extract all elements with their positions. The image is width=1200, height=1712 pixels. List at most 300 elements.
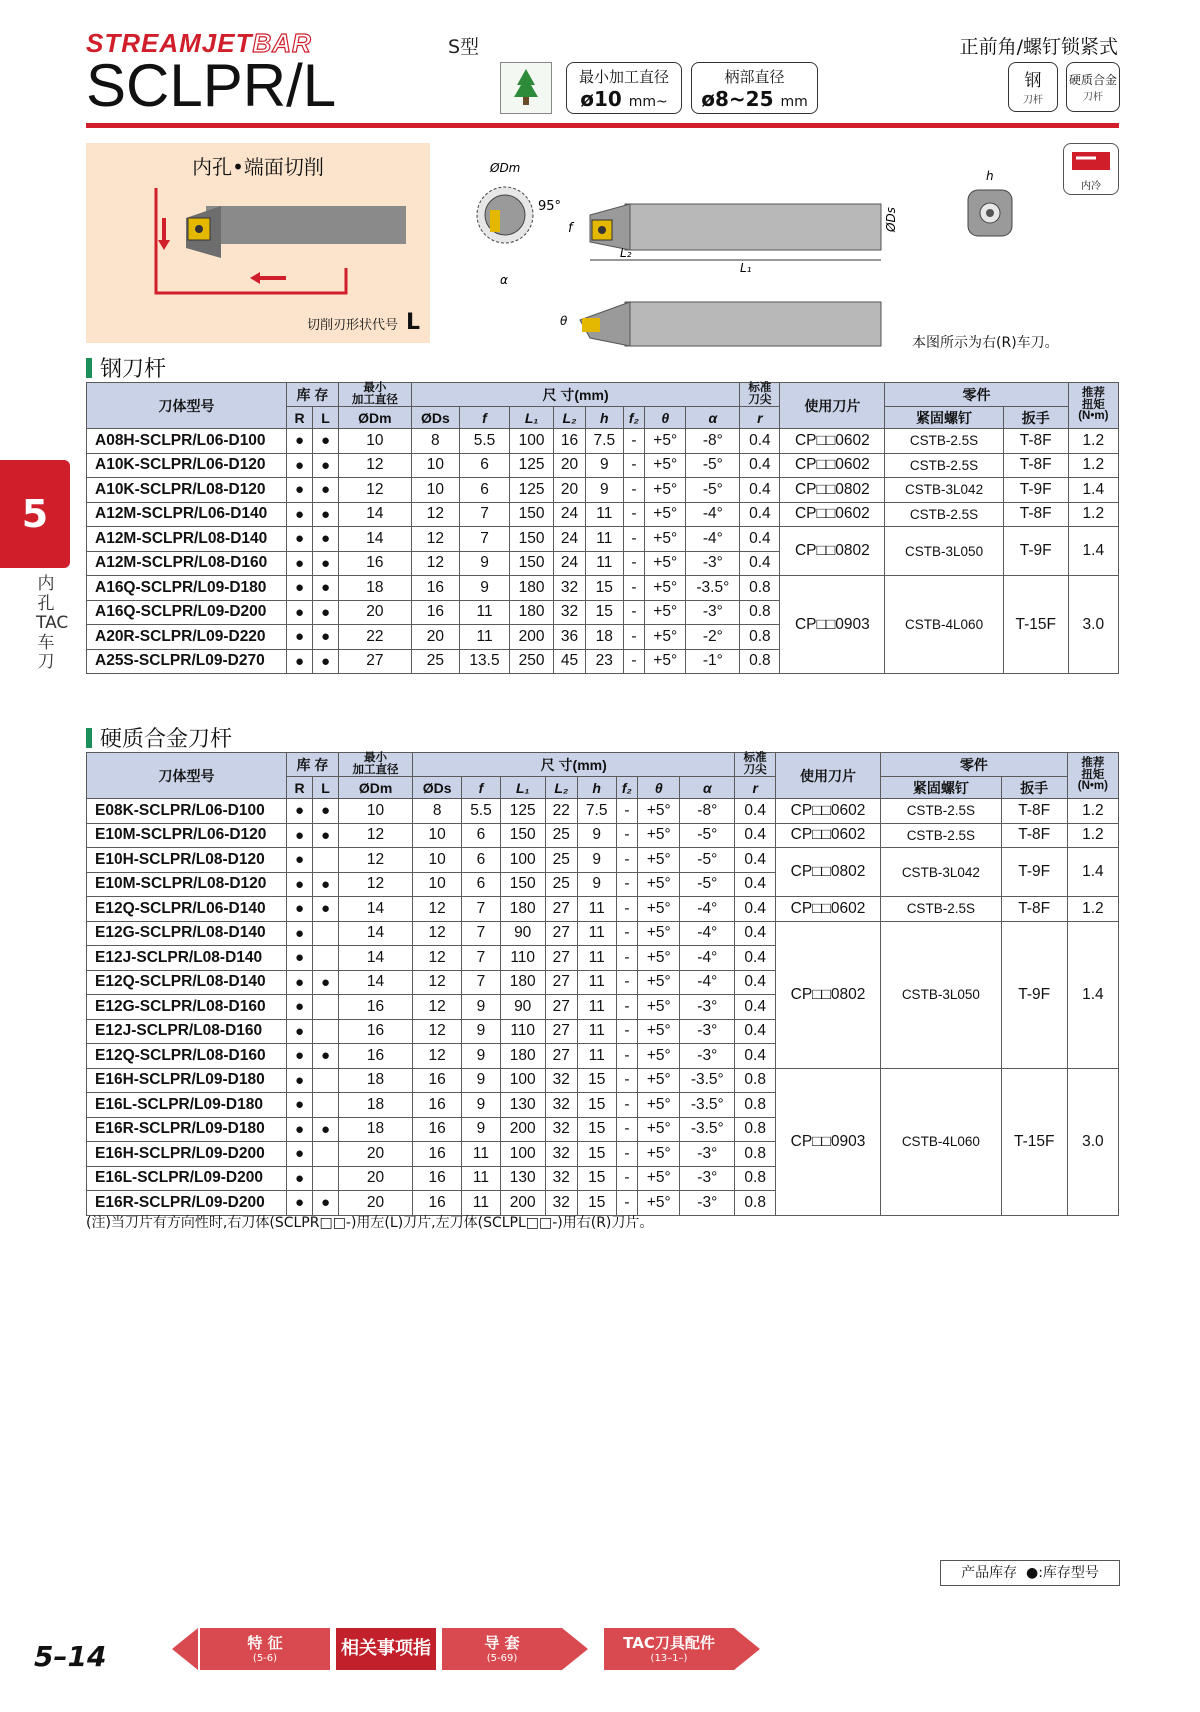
cell-l2: 27 [545, 921, 577, 946]
insert-code: CP□□0802 [776, 921, 881, 1068]
col-stock: 库 存 [287, 753, 339, 777]
cell-ds: 12 [411, 527, 459, 552]
table-row [87, 576, 1119, 601]
certification-logo [500, 62, 552, 114]
nav-guide-button[interactable]: 相关事项指南 [336, 1628, 436, 1670]
table-row [87, 1068, 1119, 1093]
screw-code: CSTB-4L060 [885, 576, 1003, 674]
stock-r: ● [287, 1044, 313, 1069]
col-dimensions: 尺 寸(mm) [411, 383, 740, 407]
stock-l: ● [313, 453, 339, 478]
stock-l [313, 1093, 339, 1118]
cell-alpha: -4° [686, 502, 740, 527]
cell-dm: 16 [339, 1019, 413, 1044]
cell-f2: - [616, 872, 638, 897]
cell-re: 0.8 [735, 1191, 776, 1216]
cell-l1: 110 [500, 1019, 545, 1044]
cell-h: 11 [585, 527, 623, 552]
nav-sleeve-button[interactable]: 导 套 (5-69) [442, 1628, 562, 1670]
cell-ds: 12 [413, 897, 462, 922]
cell-alpha: -3° [686, 600, 740, 625]
cell-alpha: -4° [686, 527, 740, 552]
cell-f2: - [616, 1142, 638, 1167]
stock-l [313, 1166, 339, 1191]
cell-f2: - [623, 429, 644, 454]
col-wrench: 扳手 [1001, 777, 1067, 799]
cell-h: 11 [577, 1044, 616, 1069]
svg-text:L₂: L₂ [620, 246, 632, 260]
cell-alpha: -3° [680, 1044, 735, 1069]
stock-r: ● [287, 551, 313, 576]
screw-code: CSTB-2.5S [885, 453, 1003, 478]
cell-re: 0.4 [735, 1044, 776, 1069]
cell-f: 11 [459, 600, 509, 625]
stock-r: ● [287, 453, 313, 478]
cell-dm: 20 [339, 600, 412, 625]
cell-f: 6 [462, 823, 501, 848]
cell-dm: 10 [339, 429, 412, 454]
stock-r: ● [287, 823, 313, 848]
cell-f: 11 [462, 1166, 501, 1191]
cell-l2: 36 [554, 625, 586, 650]
steel-table [86, 382, 1119, 674]
cell-f2: - [623, 453, 644, 478]
cell-f: 6 [459, 453, 509, 478]
cell-h: 9 [577, 823, 616, 848]
cell-h: 11 [577, 1019, 616, 1044]
screw-code: CSTB-2.5S [885, 429, 1003, 454]
cell-l1: 100 [500, 1068, 545, 1093]
col-dimensions: 尺 寸(mm) [413, 753, 735, 777]
stock-l: ● [313, 478, 339, 503]
model-code: E10M-SCLPR/L08-D120 [87, 872, 287, 897]
cell-dm: 16 [339, 551, 412, 576]
cell-theta: +5° [638, 1142, 680, 1167]
wrench-code: T-8F [1001, 799, 1067, 824]
stock-r: ● [287, 478, 313, 503]
stock-l: ● [313, 600, 339, 625]
cell-dm: 20 [339, 1191, 413, 1216]
stock-l [313, 1019, 339, 1044]
stock-l: ● [313, 527, 339, 552]
col-l1: L₁ [500, 777, 545, 799]
cell-h: 23 [585, 649, 623, 674]
cell-alpha: -8° [686, 429, 740, 454]
col-model: 刀体型号 [87, 383, 287, 429]
cell-ds: 16 [413, 1093, 462, 1118]
cell-l1: 200 [500, 1191, 545, 1216]
wrench-code: T-8F [1003, 429, 1068, 454]
col-l1: L₁ [510, 407, 554, 429]
col-ds: ØDs [413, 777, 462, 799]
cell-h: 15 [577, 1142, 616, 1167]
screw-code: CSTB-4L060 [881, 1068, 1002, 1215]
cell-theta: +5° [645, 429, 686, 454]
torque-value: 1.2 [1068, 453, 1118, 478]
model-code: E12J-SCLPR/L08-D140 [87, 946, 287, 971]
brand-logo: STREAMJETBAR [86, 28, 312, 58]
cell-f2: - [616, 946, 638, 971]
cell-ds: 12 [413, 946, 462, 971]
cell-dm: 12 [339, 823, 413, 848]
cell-theta: +5° [638, 1044, 680, 1069]
cell-ds: 12 [413, 970, 462, 995]
cell-h: 15 [585, 600, 623, 625]
cell-re: 0.4 [735, 897, 776, 922]
stock-r: ● [287, 1142, 313, 1167]
stock-r: ● [287, 921, 313, 946]
cell-dm: 12 [339, 872, 413, 897]
cell-l1: 250 [510, 649, 554, 674]
chapter-tab[interactable]: 5 [0, 460, 70, 568]
nav-features-button[interactable]: 特 征 (5-6) [200, 1628, 330, 1670]
cell-re: 0.8 [735, 1093, 776, 1118]
cell-theta: +5° [645, 649, 686, 674]
model-code: A08H-SCLPR/L06-D100 [87, 429, 287, 454]
torque-value: 1.4 [1068, 478, 1118, 503]
cell-re: 0.8 [735, 1142, 776, 1167]
cell-l2: 27 [545, 1044, 577, 1069]
model-code: E10M-SCLPR/L06-D120 [87, 823, 287, 848]
cell-alpha: -5° [680, 823, 735, 848]
cell-f2: - [616, 1117, 638, 1142]
cell-h: 7.5 [585, 429, 623, 454]
svg-text:f: f [568, 221, 573, 236]
cell-l2: 27 [545, 1019, 577, 1044]
table-note: (注)当刀片有方向性时,右刀体(SCLPR□□-)用左(L)刀片,左刀体(SCLPL□□-)用右(R)刀片。 [86, 1215, 654, 1231]
cell-ds: 12 [411, 502, 459, 527]
stock-r: ● [287, 897, 313, 922]
cell-ds: 12 [413, 921, 462, 946]
cell-f2: - [616, 848, 638, 873]
cutting-illustration [86, 143, 430, 343]
stock-r: ● [287, 970, 313, 995]
cell-alpha: -3° [680, 1019, 735, 1044]
torque-value: 1.2 [1067, 897, 1118, 922]
cell-f2: - [616, 799, 638, 824]
cell-l2: 27 [545, 995, 577, 1020]
cell-f2: - [616, 823, 638, 848]
cell-f: 6 [462, 872, 501, 897]
cell-re: 0.8 [740, 625, 780, 650]
cell-theta: +5° [638, 921, 680, 946]
col-torque: 推荐 扭矩 (N•m) [1068, 383, 1118, 429]
cell-theta: +5° [638, 1019, 680, 1044]
screw-code: CSTB-2.5S [885, 502, 1003, 527]
cell-re: 0.4 [735, 921, 776, 946]
col-f2: f₂ [623, 407, 644, 429]
stock-r: ● [287, 872, 313, 897]
cell-dm: 20 [339, 1142, 413, 1167]
cell-dm: 18 [339, 1117, 413, 1142]
cell-re: 0.4 [740, 551, 780, 576]
col-f: f [462, 777, 501, 799]
svg-text:L₁: L₁ [740, 261, 752, 275]
cell-f2: - [623, 478, 644, 503]
stock-r: ● [287, 625, 313, 650]
cell-ds: 12 [411, 551, 459, 576]
cell-ds: 10 [413, 848, 462, 873]
cell-f: 9 [462, 1093, 501, 1118]
cell-ds: 20 [411, 625, 459, 650]
boring-diagram [146, 188, 416, 298]
cell-f2: - [623, 551, 644, 576]
screw-code: CSTB-2.5S [881, 897, 1002, 922]
cell-h: 11 [577, 897, 616, 922]
cell-alpha: -3.5° [686, 576, 740, 601]
model-code: E12G-SCLPR/L08-D140 [87, 921, 287, 946]
col-dm: ØDm [339, 777, 413, 799]
cell-h: 15 [577, 1191, 616, 1216]
cell-ds: 12 [413, 1019, 462, 1044]
col-f: f [459, 407, 509, 429]
wrench-code: T-15F [1001, 1068, 1067, 1215]
cell-l2: 32 [554, 576, 586, 601]
cell-f: 6 [459, 478, 509, 503]
cell-re: 0.4 [735, 848, 776, 873]
stock-l: ● [313, 649, 339, 674]
cell-dm: 14 [339, 946, 413, 971]
col-insert: 使用刀片 [780, 383, 885, 429]
screw-code: CSTB-2.5S [881, 799, 1002, 824]
prev-arrow-icon[interactable] [172, 1628, 198, 1670]
insert-code: CP□□0602 [776, 799, 881, 824]
cell-theta: +5° [638, 897, 680, 922]
cell-alpha: -3° [680, 995, 735, 1020]
cell-theta: +5° [638, 1191, 680, 1216]
cell-l1: 150 [510, 527, 554, 552]
svg-text:θ: θ [560, 314, 568, 328]
cell-h: 7.5 [577, 799, 616, 824]
model-code: A25S-SCLPR/L09-D270 [87, 649, 287, 674]
cell-h: 9 [585, 478, 623, 503]
stock-r: ● [287, 600, 313, 625]
cell-l2: 27 [545, 946, 577, 971]
cell-theta: +5° [638, 823, 680, 848]
cell-dm: 18 [339, 1068, 413, 1093]
cell-alpha: -5° [680, 848, 735, 873]
svg-text:ØDm: ØDm [490, 161, 521, 175]
cell-l2: 24 [554, 551, 586, 576]
cell-h: 11 [577, 970, 616, 995]
cell-l1: 150 [510, 551, 554, 576]
insert-code: CP□□0903 [780, 576, 885, 674]
insert-code: CP□□0802 [776, 848, 881, 897]
col-nose-radius: 标准 刀尖 [735, 753, 776, 777]
cell-l2: 25 [545, 823, 577, 848]
cell-l1: 130 [500, 1093, 545, 1118]
clamp-type: 正前角/螺钉锁紧式 [959, 36, 1118, 58]
cell-f: 7 [462, 897, 501, 922]
col-r: R [287, 777, 313, 799]
col-parts: 零件 [881, 753, 1068, 777]
col-model: 刀体型号 [87, 753, 287, 799]
cell-dm: 14 [339, 502, 412, 527]
cell-dm: 27 [339, 649, 412, 674]
svg-text:95°: 95° [538, 199, 562, 214]
wrench-code: T-15F [1003, 576, 1068, 674]
screw-code: CSTB-3L042 [885, 478, 1003, 503]
cell-ds: 16 [413, 1191, 462, 1216]
cell-alpha: -2° [686, 625, 740, 650]
cell-dm: 14 [339, 921, 413, 946]
insert-code: CP□□0602 [780, 453, 885, 478]
cell-theta: +5° [645, 453, 686, 478]
page-number: 5–14 [34, 1640, 107, 1673]
cell-l2: 22 [545, 799, 577, 824]
col-nose-radius: 标准 刀尖 [740, 383, 780, 407]
model-code: A16Q-SCLPR/L09-D180 [87, 576, 287, 601]
cell-re: 0.4 [735, 995, 776, 1020]
cell-l1: 90 [500, 995, 545, 1020]
stock-l: ● [313, 502, 339, 527]
model-code: E12Q-SCLPR/L06-D140 [87, 897, 287, 922]
cell-alpha: -3° [680, 1166, 735, 1191]
cell-h: 11 [577, 921, 616, 946]
table-row [87, 527, 1119, 552]
cell-l1: 180 [500, 897, 545, 922]
cell-f: 9 [462, 1117, 501, 1142]
cell-ds: 16 [413, 1117, 462, 1142]
model-code: E16H-SCLPR/L09-D200 [87, 1142, 287, 1167]
cell-f: 7 [459, 527, 509, 552]
col-l2: L₂ [554, 407, 586, 429]
insert-code: CP□□0903 [776, 1068, 881, 1215]
model-code: A20R-SCLPR/L09-D220 [87, 625, 287, 650]
cell-ds: 16 [413, 1068, 462, 1093]
wrench-code: T-9F [1001, 848, 1067, 897]
cell-dm: 16 [339, 995, 413, 1020]
cell-dm: 18 [339, 576, 412, 601]
cell-alpha: -4° [680, 897, 735, 922]
coolant-icon: 内冷 [1063, 143, 1119, 195]
cell-l1: 100 [500, 848, 545, 873]
table-row [87, 921, 1119, 946]
stock-l [313, 848, 339, 873]
stock-l: ● [313, 1044, 339, 1069]
cell-theta: +5° [638, 1166, 680, 1191]
section-title-steel: 钢刀杆 [86, 352, 166, 383]
cell-l1: 180 [500, 1044, 545, 1069]
svg-text:α: α [500, 273, 508, 287]
torque-value: 1.4 [1067, 921, 1118, 1068]
cell-f2: - [623, 649, 644, 674]
cell-h: 11 [585, 502, 623, 527]
stock-l: ● [313, 429, 339, 454]
cell-re: 0.4 [735, 872, 776, 897]
cell-h: 9 [585, 453, 623, 478]
section-title-carbide: 硬质合金刀杆 [86, 722, 232, 753]
cell-f: 7 [462, 970, 501, 995]
cell-l1: 100 [500, 1142, 545, 1167]
cell-f2: - [616, 1166, 638, 1191]
cell-l1: 180 [500, 970, 545, 995]
nav-accessories-button[interactable]: TAC刀具配件 (13–1–) [604, 1628, 734, 1670]
cell-f2: - [616, 1093, 638, 1118]
stock-r: ● [287, 799, 313, 824]
wrench-code: T-8F [1001, 823, 1067, 848]
cell-f: 7 [459, 502, 509, 527]
cell-l2: 20 [554, 478, 586, 503]
cell-dm: 12 [339, 453, 412, 478]
cell-h: 15 [585, 576, 623, 601]
cell-f2: - [616, 921, 638, 946]
cell-theta: +5° [638, 1093, 680, 1118]
stock-l: ● [313, 823, 339, 848]
col-l: L [313, 407, 339, 429]
cell-re: 0.4 [740, 478, 780, 503]
stock-r: ● [287, 502, 313, 527]
screw-code: CSTB-3L050 [885, 527, 1003, 576]
cell-f: 9 [462, 995, 501, 1020]
accessories-arrow-icon[interactable] [734, 1628, 760, 1670]
stock-r: ● [287, 848, 313, 873]
cell-dm: 16 [339, 1044, 413, 1069]
cell-l2: 27 [545, 970, 577, 995]
cell-dm: 18 [339, 1093, 413, 1118]
cell-l2: 32 [545, 1166, 577, 1191]
stock-l: ● [313, 799, 339, 824]
stock-r: ● [287, 946, 313, 971]
col-parts: 零件 [885, 383, 1068, 407]
cell-l2: 45 [554, 649, 586, 674]
insert-code: CP□□0602 [780, 502, 885, 527]
cell-ds: 8 [411, 429, 459, 454]
illustration-title: 内孔•端面切削 [192, 155, 324, 179]
model-code: E10H-SCLPR/L08-D120 [87, 848, 287, 873]
cell-alpha: -8° [680, 799, 735, 824]
model-code: E16L-SCLPR/L09-D180 [87, 1093, 287, 1118]
insert-code: CP□□0602 [776, 823, 881, 848]
stock-l [313, 1068, 339, 1093]
model-code: E12G-SCLPR/L08-D160 [87, 995, 287, 1020]
col-min-dia: 最小 加工直径 [339, 383, 412, 407]
cell-re: 0.4 [735, 970, 776, 995]
model-code: A12M-SCLPR/L08-D160 [87, 551, 287, 576]
table-row [87, 453, 1119, 478]
cell-h: 9 [577, 848, 616, 873]
cell-re: 0.4 [740, 502, 780, 527]
cell-l2: 24 [554, 527, 586, 552]
cell-f2: - [623, 600, 644, 625]
cell-re: 0.4 [735, 799, 776, 824]
cell-alpha: -4° [680, 921, 735, 946]
cell-theta: +5° [645, 576, 686, 601]
cell-alpha: -3° [680, 1142, 735, 1167]
next-arrow-icon[interactable] [562, 1628, 588, 1670]
cell-l2: 16 [554, 429, 586, 454]
cell-l1: 180 [510, 576, 554, 601]
stock-l: ● [313, 551, 339, 576]
cell-f2: - [623, 527, 644, 552]
col-screw: 紧固螺钉 [885, 407, 1003, 429]
cell-l1: 130 [500, 1166, 545, 1191]
cell-alpha: -3.5° [680, 1068, 735, 1093]
table-row [87, 897, 1119, 922]
stock-l: ● [313, 970, 339, 995]
cell-h: 11 [577, 995, 616, 1020]
cell-f2: - [616, 1044, 638, 1069]
stock-r: ● [287, 649, 313, 674]
stock-r: ● [287, 1068, 313, 1093]
col-stock: 库 存 [287, 383, 339, 407]
cell-ds: 12 [413, 995, 462, 1020]
cell-l2: 24 [554, 502, 586, 527]
cell-h: 9 [577, 872, 616, 897]
cell-alpha: -5° [686, 453, 740, 478]
cell-ds: 10 [413, 872, 462, 897]
cell-ds: 12 [413, 1044, 462, 1069]
